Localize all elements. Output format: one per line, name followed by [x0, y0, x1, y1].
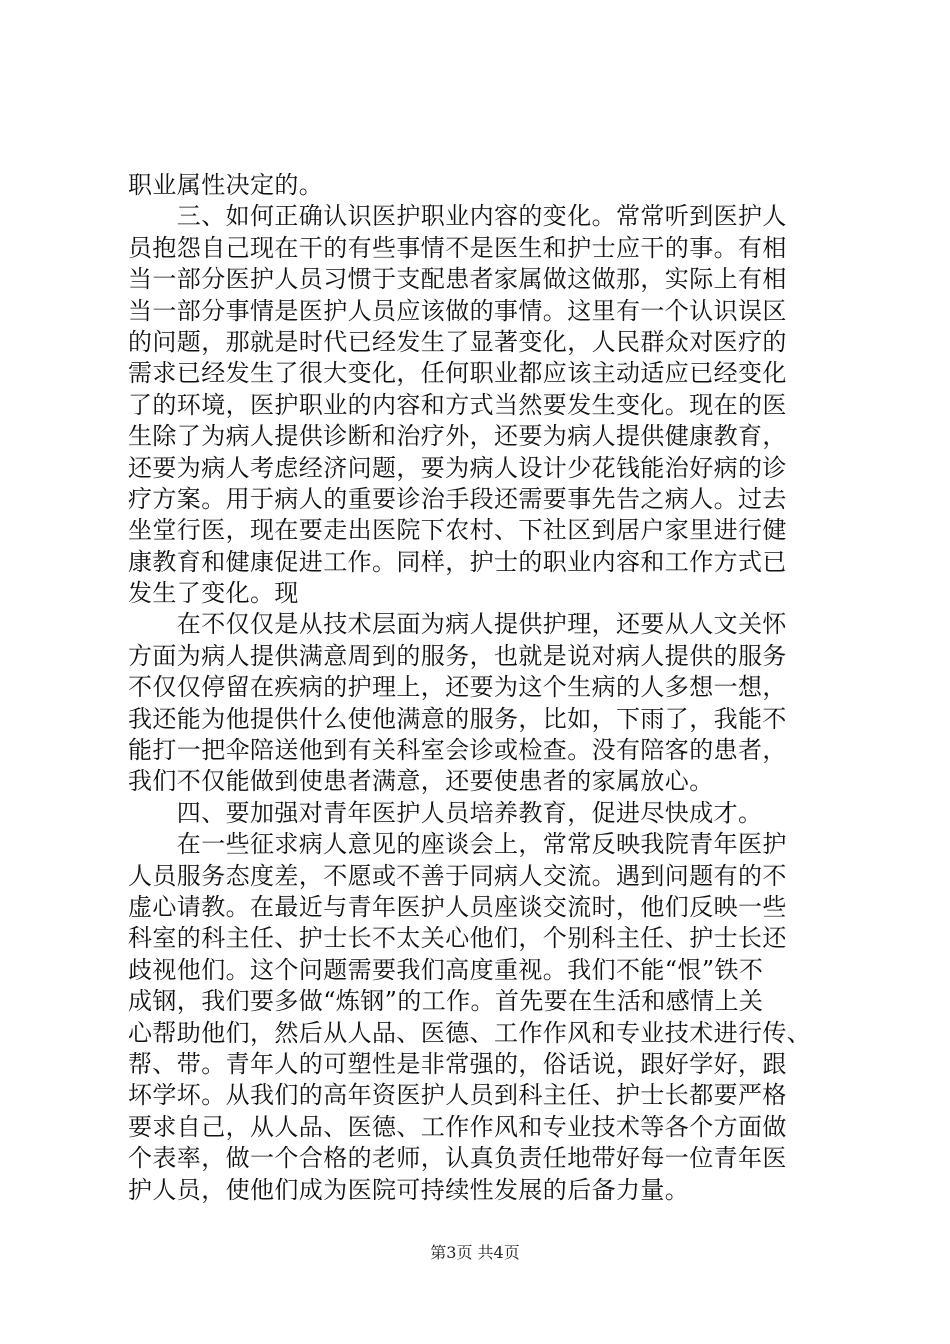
text-line: 当一部分事情是医护人员应该做的事情。这里有一个认识误区 [128, 296, 787, 325]
text-line: 发生了变化。现 [128, 579, 299, 608]
text-line: 四、要加强对青年医护人员培养教育，促进尽快成才。 [128, 798, 763, 827]
text-line: 我们不仅能做到使患者满意，还要使患者的家属放心。 [128, 767, 714, 796]
text-line: 个表率，做一个合格的老师，认真负责任地带好每一位青年医 [128, 1144, 787, 1173]
text-line: 在一些征求病人意见的座谈会上，常常反映我院青年医护 [128, 830, 787, 859]
text-line: 生除了为病人提供诊断和治疗外，还要为病人提供健康教育， [128, 422, 787, 451]
page-footer: 第3页 共4页 [430, 1243, 520, 1262]
text-line: 要求自己，从人品、医德、工作作风和专业技术等各个方面做 [128, 1112, 787, 1141]
text-line: 心帮助他们，然后从人品、医德、工作作风和专业技术进行传、 [128, 1018, 812, 1047]
text-line: 不仅仅停留在疾病的护理上，还要为这个生病的人多想一想， [128, 673, 787, 702]
text-line: 员抱怨自己现在干的有些事情不是医生和护士应干的事。有相 [128, 233, 787, 262]
text-line: 在不仅仅是从技术层面为病人提供护理，还要从人文关怀 [128, 610, 787, 639]
text-line: 歧视他们。这个问题需要我们高度重视。我们不能“恨”铁不 [128, 955, 764, 984]
text-line: 疗方案。用于病人的重要诊治手段还需要事先告之病人。过去 [128, 484, 787, 513]
text-line: 坏学坏。从我们的高年资医护人员到科主任、护士长都要严格 [128, 1081, 787, 1110]
text-line: 虚心请教。在最近与青年医护人员座谈交流时，他们反映一些 [128, 892, 787, 921]
text-line: 我还能为他提供什么使他满意的服务，比如，下雨了，我能不 [128, 704, 787, 733]
text-line: 成钢，我们要多做“炼钢”的工作。首先要在生活和感情上关 [128, 987, 764, 1016]
text-line: 康教育和健康促进工作。同样，护士的职业内容和工作方式已 [128, 547, 787, 576]
text-line: 能打一把伞陪送他到有关科室会诊或检查。没有陪客的患者， [128, 736, 787, 765]
text-line: 帮、带。青年人的可塑性是非常强的，俗话说，跟好学好，跟 [128, 1049, 787, 1078]
text-line: 坐堂行医，现在要走出医院下农村、下社区到居户家里进行健 [128, 516, 787, 545]
text-line: 方面为病人提供满意周到的服务，也就是说对病人提供的服务 [128, 641, 787, 670]
text-line: 的问题，那就是时代已经发生了显著变化，人民群众对医疗的 [128, 327, 787, 356]
text-line: 人员服务态度差，不愿或不善于同病人交流。遇到问题有的不 [128, 861, 787, 890]
text-line: 了的环境，医护职业的内容和方式当然要发生变化。现在的医 [128, 390, 787, 419]
text-line: 护人员，使他们成为医院可持续性发展的后备力量。 [128, 1175, 690, 1204]
text-line: 科室的科主任、护士长不太关心他们，个别科主任、护士长还 [128, 924, 787, 953]
text-line: 还要为病人考虑经济问题，要为病人设计少花钱能治好病的诊 [128, 453, 787, 482]
text-line: 当一部分医护人员习惯于支配患者家属做这做那，实际上有相 [128, 265, 787, 294]
text-line: 职业属性决定的。 [128, 171, 324, 199]
text-line: 三、如何正确认识医护职业内容的变化。常常听到医护人 [128, 202, 787, 231]
body-text [128, 170, 828, 1206]
text-line: 需求已经发生了很大变化，任何职业都应该主动适应已经变化 [128, 359, 787, 388]
